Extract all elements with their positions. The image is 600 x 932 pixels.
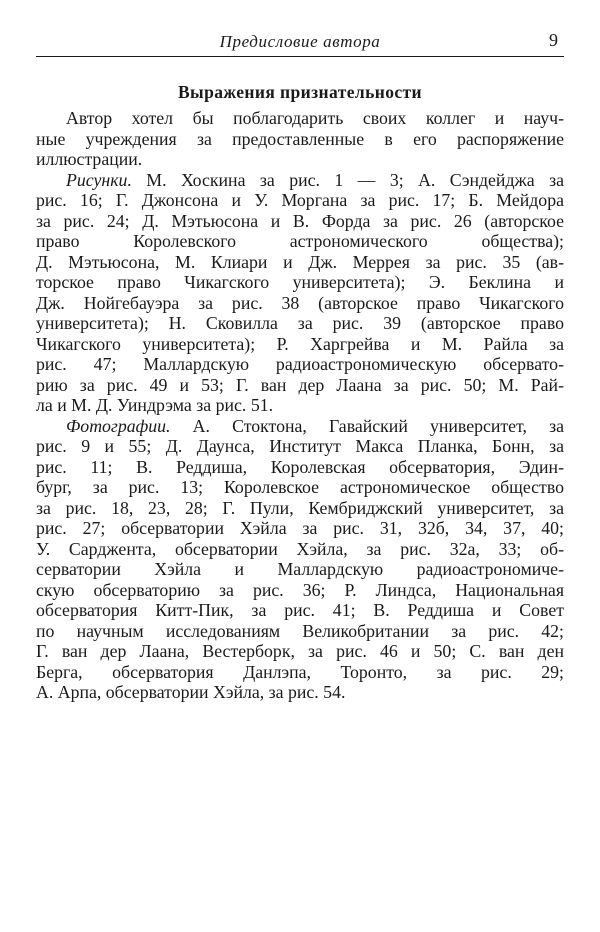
text-line: А. Арпа, обсерватории Хэйла, за рис. 54.: [36, 682, 346, 702]
text-line: скую обсерваторию за рис. 36; Р. Линдса, Национальная: [36, 579, 564, 600]
text-line: рис. 16; Г. Джонсона и У. Моргана за рис. 17; Б. Мейдора: [36, 190, 564, 210]
text-line: Г. ван дер Лаана, Вестерборк, за рис. 46 и 50; С. ван ден: [36, 641, 564, 661]
text-line: Берга, обсерватория Данлэпа, Торонто, за рис. 29;: [36, 661, 564, 682]
header-rule: [36, 56, 564, 57]
text-line: обсерватория Китт-Пик, за рис. 41; В. Реддиша и Совет: [36, 600, 564, 620]
text-line: иллюстрации.: [36, 149, 143, 169]
text-line: рис. 9 и 55; Д. Даунса, Институт Макса Планка, Бонн, за: [36, 436, 564, 456]
text-line: по научным исследованиям Великобритании за рис. 42;: [36, 620, 564, 641]
text-line: право Королевского астрономического общества);: [36, 231, 564, 251]
body-text: [36, 108, 564, 703]
photos-paragraph: [36, 416, 564, 703]
text-line: Автор хотел бы поблагодарить своих коллег и науч-: [66, 108, 564, 128]
text-line: ные учреждения за предоставленные в его распоряжение: [36, 128, 564, 149]
text-line: университета); Н. Сковилла за рис. 39 (авторское право: [36, 313, 564, 333]
text-line: за рис. 18, 23, 28; Г. Пули, Кембриджский университет, за: [36, 497, 564, 518]
text-line: за рис. 24; Д. Мэтьюсона и В. Форда за рис. 26 (авторское: [36, 210, 564, 231]
text-line: У. Сарджента, обсерватории Хэйла, за рис. 32а, 33; об-: [36, 538, 564, 559]
figures-first-line: М. Хоскина за рис. 1 — 3; А. Сэндейджа за: [131, 169, 564, 190]
figures-paragraph: [36, 170, 564, 416]
text-line: бург, за рис. 13; Королевское астрономическое общество: [36, 477, 564, 497]
text-line: рию за рис. 49 и 53; Г. ван дер Лаана за рис. 50; М. Рай-: [36, 374, 564, 395]
text-line: [36, 170, 564, 191]
text-line: Дж. Нойгебауэра за рис. 38 (авторское право Чикагского: [36, 292, 564, 313]
text-line: Чикагского университета); Р. Харгрейва и М. Райла за: [36, 333, 564, 354]
text-line: серватории Хэйла и Маллардскую радиоастрономиче-: [36, 559, 564, 579]
photos-first-line: А. Стоктона, Гавайский университет, за: [170, 415, 564, 436]
text-line: рис. 11; В. Реддиша, Королевская обсерватория, Эдин-: [36, 456, 564, 477]
running-head: [36, 30, 564, 56]
intro-paragraph: [36, 108, 564, 170]
text-line: рис. 47; Маллардскую радиоастрономическую обсервато-: [36, 354, 564, 374]
text-line: рис. 27; обсерватории Хэйла за рис. 31, 32б, 34, 37, 40;: [36, 518, 564, 538]
photos-lead: Фотографии.: [66, 415, 171, 436]
text-line: ла и М. Д. Уиндрэма за рис. 51.: [36, 395, 274, 415]
text-line: [36, 416, 564, 437]
running-title: Предисловие автора: [219, 32, 381, 51]
figures-lead: Рисунки.: [66, 169, 132, 190]
section-heading: Выражения признательности: [177, 82, 423, 102]
text-line: Д. Мэтьюсона, М. Клиари и Дж. Меррея за рис. 35 (ав-: [36, 251, 564, 272]
text-line: торское право Чикагского университета); Э. Беклина и: [36, 272, 564, 292]
page-number: 9: [549, 30, 558, 50]
